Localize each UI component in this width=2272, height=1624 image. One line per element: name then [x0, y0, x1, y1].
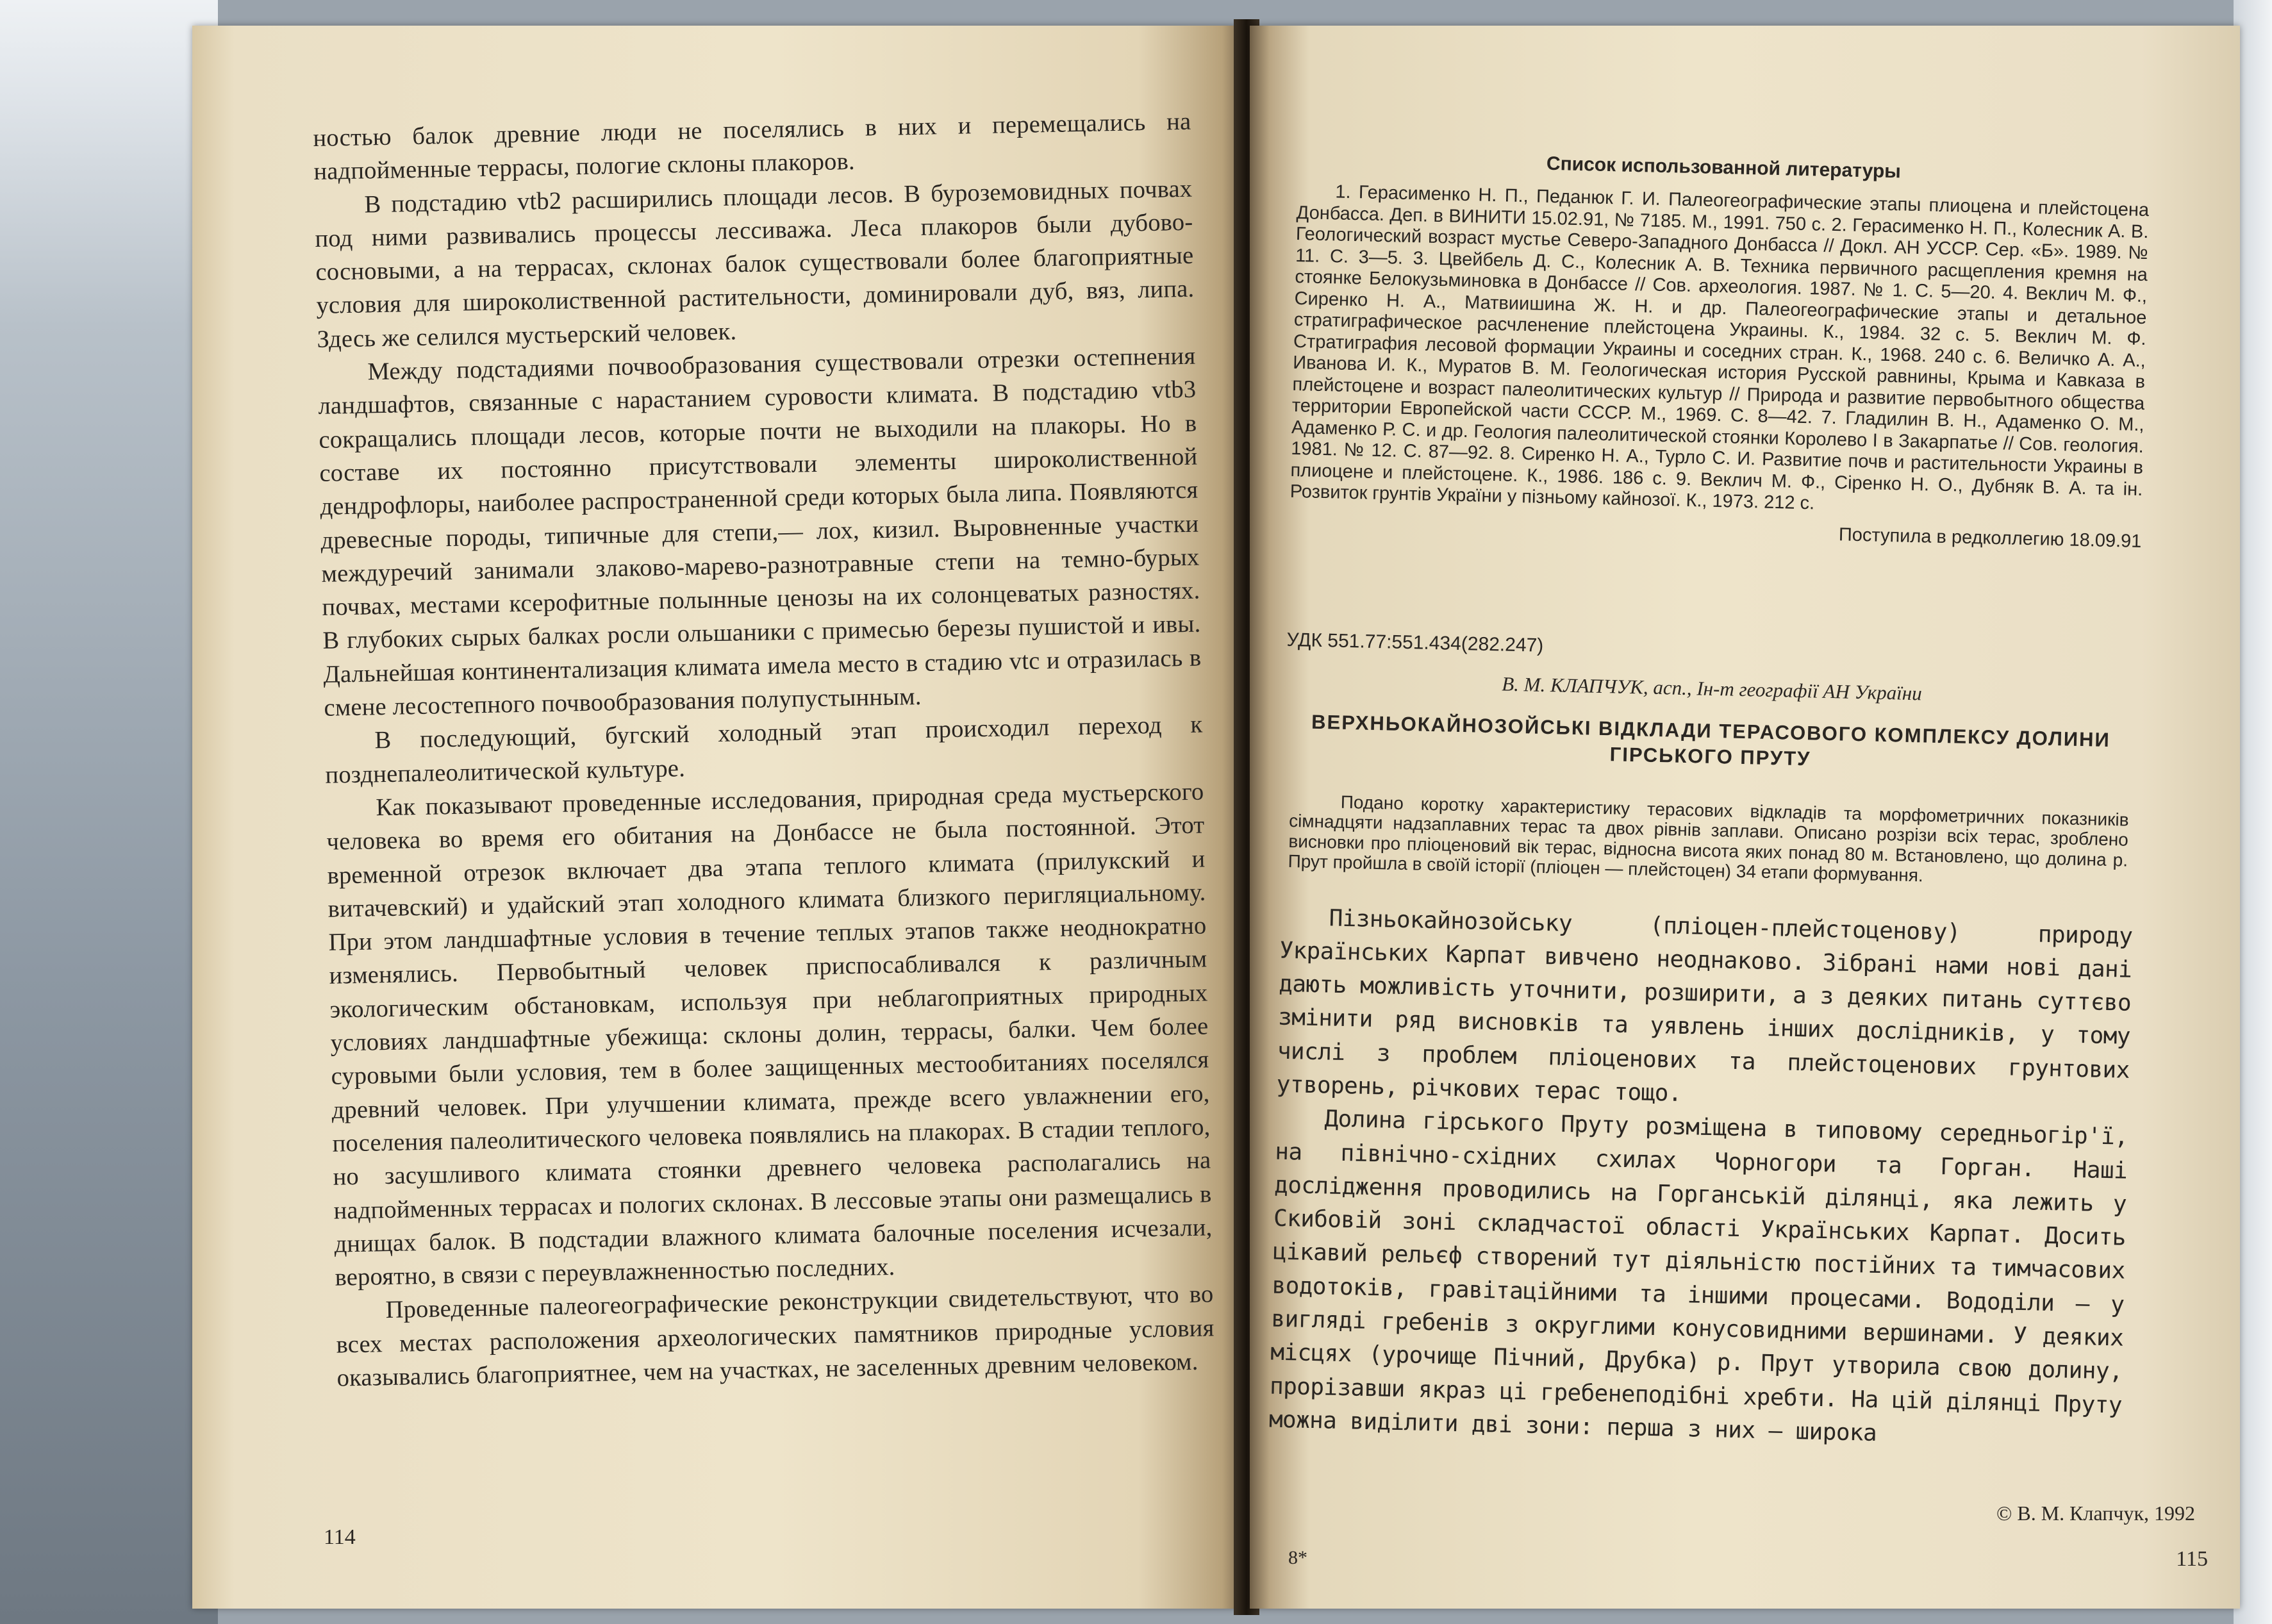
references-heading: Список использованной литературы: [1546, 153, 1902, 183]
copyright-notice: © В. М. Клапчук, 1992: [1996, 1502, 2195, 1525]
right-paragraph: Пізньокайнозойську (пліоцен-плейстоценову) природу Українських Карпат вивчено неоднаково. Зібрані нами нові дані дають можливість уточнити, розширити, а з деяких питань суттєво змінити ряд висновків та уявлень інших дослідників, у тому числі з проблем пліоценових та плейстоценових грунтових утворень, річкових терас тощо.: [1276, 904, 2133, 1107]
article-abstract: Подано коротку характеристику терасових відкладів та морфометричних показників сімнадцяти надзаплавних терас та двох рівнів заплави. Описано розрізи всіх терас, зроблено висновки про пліоценовий вік терас, відносна висота яких понад 80 м. Встановлено, що долина р. Прут пройшла в своїй історії (пліоцен — плейстоцен) 34 етапи формування.: [1288, 791, 2129, 886]
right-page: [1250, 26, 2240, 1609]
left-paragraph: Проведенные палеогеографические реконструкции свидетельствуют, что во всех местах расположения археологических памятников природные условия оказывались благоприятнее, чем на участках, не заселенных древним человеком.: [336, 1280, 1215, 1392]
right-page-number: 115: [2176, 1547, 2208, 1571]
left-page-number: 114: [324, 1525, 356, 1549]
article-author: В. М. КЛАПЧУК, асп., Ін-т географії АН України: [1501, 672, 1923, 704]
article-title: ВЕРХНЬОКАЙНОЗОЙСЬКІ ВІДКЛАДИ ТЕРАСОВОГО КОМПЛЕКСУ ДОЛИНИ ГІРСЬКОГО ПРУТУ: [1311, 710, 2111, 770]
background-left: [0, 0, 218, 1624]
printer-signature: 8*: [1288, 1547, 1307, 1568]
left-paragraph: В последующий, бугский холодный этап происходил переход к позднепалеолитической культуре.: [325, 711, 1203, 789]
left-page: [192, 26, 1243, 1609]
left-paragraph: Между подстадиями почвообразования существовали отрезки остепнения ландшафтов, связанные с нарастанием суровости климата. В подстадию vtb3 сокращались площади лесов, которые почти не выходили на плакоры. Но в составе их постоянно присутствовали элементы широколиственной дендрофлоры, наиболее распространенной среди которых была липа. Появляются древесные породы, типичные для степи,— лох, кизил. Выровненные участки междуречий занимали злаково-марево-разнотравные степи на темно-бурых почвах, местами ксерофитные полынные ценозы на их солонцеватых разностях. В глубоких сырых балках росли ольшаники с примесью березы пушистой и ивы. Дальнейшая континентализация климата имела место в стадию vtc и отразилась в смене лесостепного почвообразования полупустынным.: [318, 342, 1202, 722]
left-page-text: [313, 105, 1215, 1395]
received-date: Поступила в редколлегию 18.09.91: [1838, 524, 2142, 552]
references-list: 1. Герасименко Н. П., Педанюк Г. И. Палеогеографические этапы плиоцена и плейстоцена Донбасса. Деп. в ВИНИТИ 15.02.91, № 7185. М., 1991. 750 с. 2. Герасименко Н. П., Колесник А. В. Геологический возраст мустье Северо-Западного Донбасса // Докл. АН УССР. Сер. «Б». 1989. № 11. С. 3—5. 3. Цвейбель Д. С., Колесник А. В. Техника первичного расщепления кремня на стоянке Белокузьминовка в Донбассе // Сов. археология. 1987. № 1. С. 5—20. 4. Веклич М. Ф., Сиренко Н. А., Матвиишина Ж. Н. и др. Палеогеографические этапы и детальное стратиграфическое расчленение плейстоцена Украины. К., 1984. 32 с. 5. Веклич М. Ф. Стратиграфия лесовой формации Украины и соседних стран. К., 1968. 240 с. 6. Величко А. А., Иванова И. К., Муратов В. М. Геологическая история Русской равнины, Крыма и Кавказа в плейстоцене и возраст палеолитических культур // Природа и развитие первобытного общества территории Европейской части СССР. М., 1969. С. 8—42. 7. Гладилин В. Н., Адаменко О. М., Адаменко Р. С. и др. Геология палеолитической стоянки Королево I в Закарпатье // Сов. геология. 1981. № 12. С. 87—92. 8. Сиренко Н. А., Турло С. И. Развитие почв и растительности Украины в плиоцене и плейстоцене. К., 1986. 186 с. 9. Веклич М. Ф., Сіренко Н. О., Дубняк В. А. та ін. Розвиток грунтів України у пізньому кайнозої. К., 1973. 212 с.: [1289, 181, 2150, 514]
right-page-text: [1268, 147, 2150, 1456]
left-paragraph: В подстадию vtb2 расширились площади лесов. В буроземовидных почвах под ними развивались процессы лессиважа. Леса плакоров были дубово-сосновыми, а на террасах, склонах балок существовали более благоприятные условия для широколиственной растительности, доминировали дуб, вяз, липа. Здесь же селился мустьерский человек.: [315, 175, 1195, 353]
right-paragraph: Долина гірського Пруту розміщена в типовому середньогір'ї, на північно-східних схилах Чорногори та Горган. Наші дослідження проводились на Горганській ділянці, яка лежить у Скибовій зоні складчастої області Українських Карпат. Досить цікавий рельєф створений тут діяльністю постійних та тимчасових водотоків, гравітаційними та іншими процесами. Вододіли — у вигляді гребенів з округлими конусовидними вершинами. У деяких місцях (урочище Пічний, Друбка) р. Прут утворила свою долину, прорізавши якраз ці гребенеподібні хребти. На цій ділянці Пруту можна виділити дві зони: перша з них — широка: [1268, 1106, 2128, 1446]
udk-code: УДК 551.77:551.434(282.247): [1286, 629, 1544, 656]
left-paragraph: Как показывают проведенные исследования, природная среда мустьерского человека во время его обитания на Донбассе не была постоянной. Этот временной отрезок включает два этапа теплого климата (прилукский и витачевский) и удайский этап холодного климата близкого перигляциальному. При этом ландшафтные условия в течение теплых этапов также неоднократно изменялись. Первобытный человек приспосабливался к различным экологическим обстановкам, используя при неблагоприятных природных условиях ландшафтные убежища: склоны долин, террасы, балки. Чем более суровыми были условия, тем в более защищенных местообитаниях поселялся древний человек. При улучшении климата, прежде всего увлажнении его, поселения палеолитического человека появлялись на плакорах. В стадии теплого, но засушливого климата стоянки древнего человека располагались на надпойменных террасах и пологих склонах. В лессовые этапы они размещались в днищах балок. В подстадии влажного климата балочные поселения исчезали, вероятно, в связи с переувлажненностью последних.: [326, 778, 1213, 1291]
left-paragraph: ностью балок древние люди не поселялись в них и перемещались на надпойменные террасы, пологие склоны плакоров.: [313, 108, 1191, 186]
